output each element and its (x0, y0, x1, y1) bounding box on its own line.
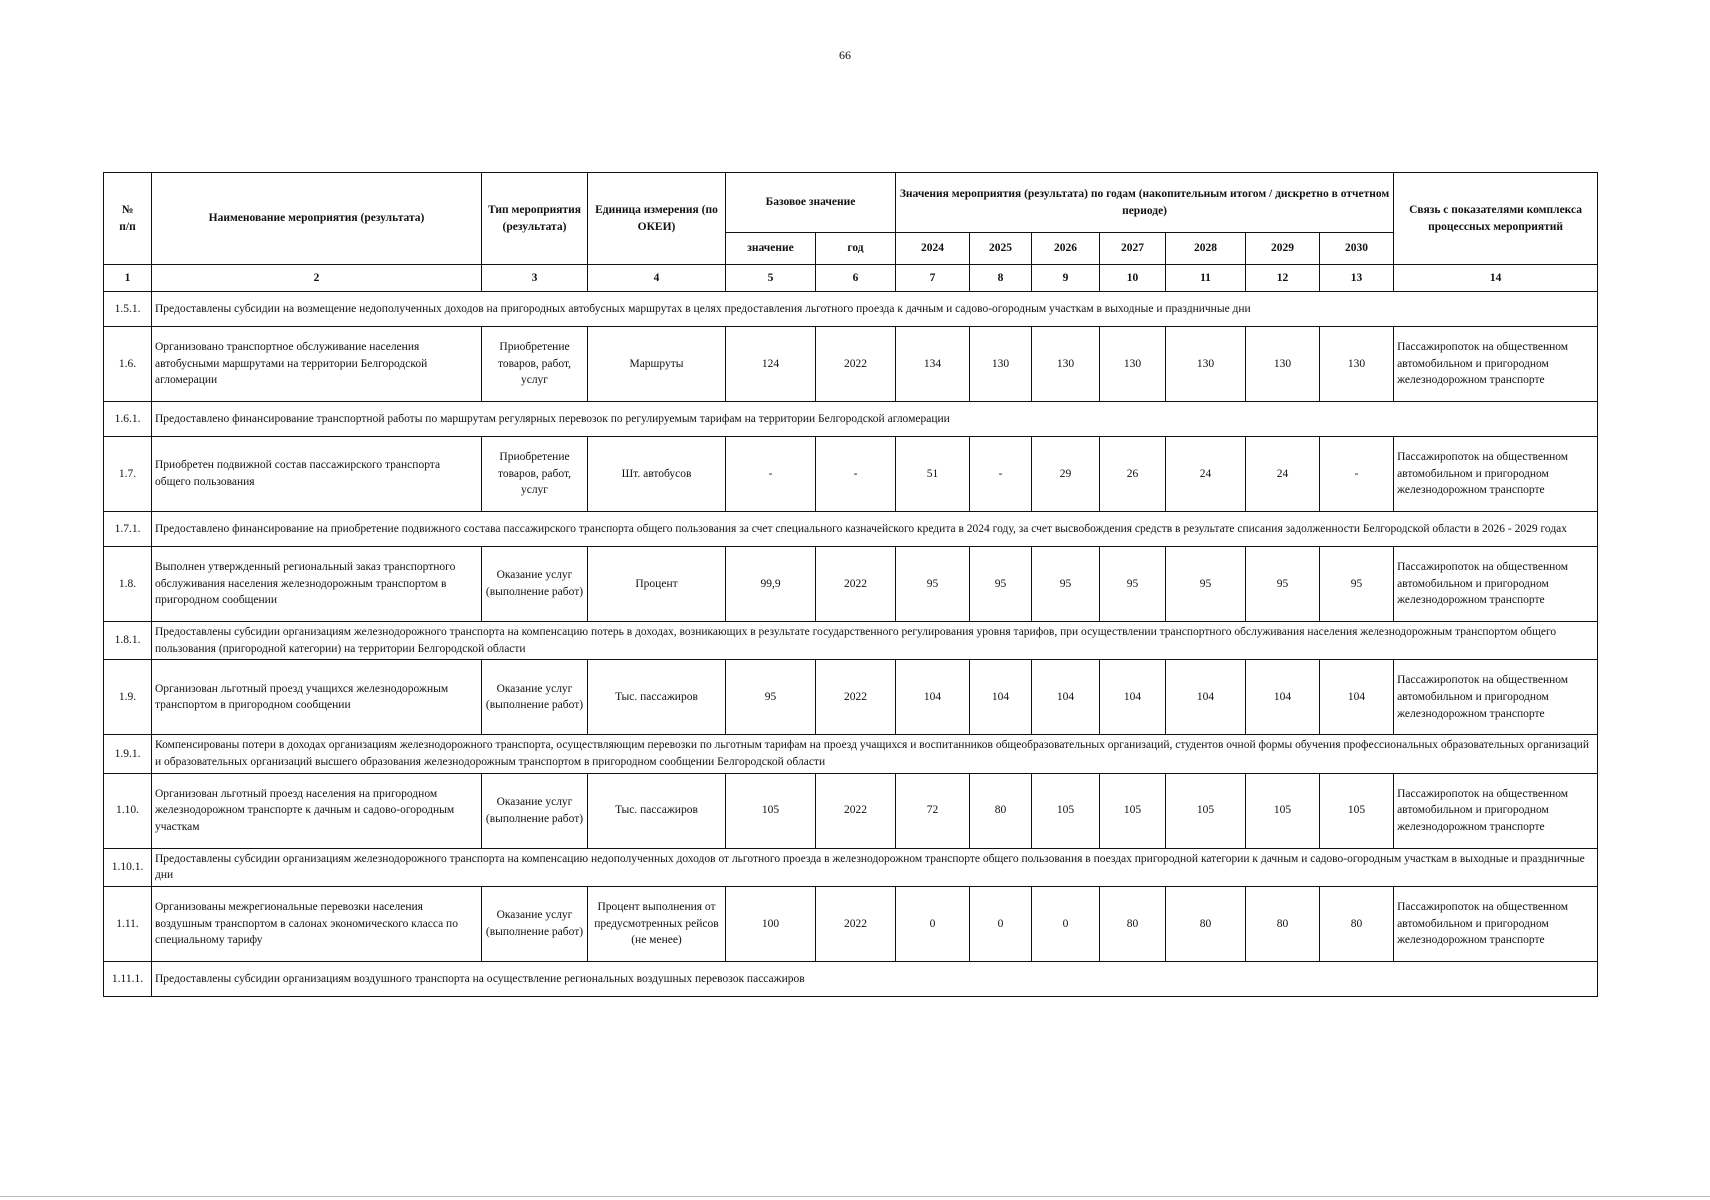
activity-type: Оказание услуг (выполнение работ) (482, 547, 588, 622)
column-number: 1 (104, 265, 152, 292)
year-value: 29 (1032, 437, 1100, 512)
activity-name: Организован льготный проезд учащихся железнодорожным транспортом в пригородном сообщении (152, 660, 482, 735)
activity-type: Оказание услуг (выполнение работ) (482, 887, 588, 962)
column-numbers-row (104, 265, 1598, 292)
page-edge-line (0, 1196, 1710, 1197)
row-number: 1.8. (104, 547, 152, 622)
activity-unit: Тыс. пассажиров (588, 660, 726, 735)
year-value: 105 (1166, 773, 1246, 848)
sub-activity-row (104, 512, 1598, 547)
column-number: 5 (726, 265, 816, 292)
year-value: 130 (1320, 327, 1394, 402)
sub-activity-row (104, 962, 1598, 997)
column-number: 3 (482, 265, 588, 292)
header-name: Наименование мероприятия (результата) (152, 173, 482, 265)
base-year: 2022 (816, 547, 896, 622)
row-number: 1.6. (104, 327, 152, 402)
year-value: 130 (1246, 327, 1320, 402)
activities-table (103, 172, 1598, 997)
row-number: 1.10.1. (104, 848, 152, 886)
row-number: 1.5.1. (104, 292, 152, 327)
header-year: 2030 (1320, 233, 1394, 265)
activity-row (104, 773, 1598, 848)
header-year: 2029 (1246, 233, 1320, 265)
year-value: 95 (1100, 547, 1166, 622)
base-value: 100 (726, 887, 816, 962)
activity-name: Выполнен утвержденный региональный заказ транспортного обслуживания населения железнодорожным транспортом в пригородном сообщении (152, 547, 482, 622)
header-year: 2027 (1100, 233, 1166, 265)
year-value: 80 (1246, 887, 1320, 962)
year-value: 130 (1032, 327, 1100, 402)
year-value: 24 (1166, 437, 1246, 512)
year-value: 95 (1246, 547, 1320, 622)
year-value: - (1320, 437, 1394, 512)
year-value: 0 (896, 887, 970, 962)
base-year: 2022 (816, 660, 896, 735)
sub-activity-text: Предоставлены субсидии организациям железнодорожного транспорта на компенсацию недополученных доходов от льготного проезда в железнодорожном транспорте общего пользования в поездах пригородной категории к дачным и садово-огородным участкам в выходные и праздничные дни (152, 848, 1598, 886)
sub-activity-row (104, 402, 1598, 437)
year-value: 104 (896, 660, 970, 735)
year-value: 105 (1100, 773, 1166, 848)
header-type: Тип мероприятия (результата) (482, 173, 588, 265)
base-value: 124 (726, 327, 816, 402)
column-number: 12 (1246, 265, 1320, 292)
header-year: 2026 (1032, 233, 1100, 265)
indicator-link: Пассажиропоток на общественном автомобильном и пригородном железнодорожном транспорте (1394, 327, 1598, 402)
year-value: - (970, 437, 1032, 512)
column-number: 10 (1100, 265, 1166, 292)
row-number: 1.6.1. (104, 402, 152, 437)
activity-row (104, 547, 1598, 622)
activity-unit: Тыс. пассажиров (588, 773, 726, 848)
year-value: 105 (1246, 773, 1320, 848)
year-value: 130 (1100, 327, 1166, 402)
year-value: 130 (970, 327, 1032, 402)
row-number: 1.10. (104, 773, 152, 848)
indicator-link: Пассажиропоток на общественном автомобильном и пригородном железнодорожном транспорте (1394, 437, 1598, 512)
page-number: 66 (839, 48, 851, 62)
column-number: 4 (588, 265, 726, 292)
row-number: 1.11.1. (104, 962, 152, 997)
header-year: 2028 (1166, 233, 1246, 265)
header-base-year: год (816, 233, 896, 265)
year-value: 26 (1100, 437, 1166, 512)
header-year: 2024 (896, 233, 970, 265)
sub-activity-text: Предоставлены субсидии организациям воздушного транспорта на осуществление региональных воздушных перевозок пассажиров (152, 962, 1598, 997)
sub-activity-text: Предоставлено финансирование транспортной работы по маршрутам регулярных перевозок по регулируемым тарифам на территории Белгородской агломерации (152, 402, 1598, 437)
year-value: 24 (1246, 437, 1320, 512)
row-number: 1.11. (104, 887, 152, 962)
sub-activity-text: Предоставлены субсидии организациям железнодорожного транспорта на компенсацию потерь в доходах, возникающих в результате государственного регулирования уровня тарифов, при осуществлении транспортного обслуживания населения железнодорожным транспортом общего пользования (пригородной категории) на территории Белгородской области (152, 622, 1598, 660)
sub-activity-row (104, 622, 1598, 660)
column-number: 13 (1320, 265, 1394, 292)
sub-activity-text: Предоставлено финансирование на приобретение подвижного состава пассажирского транспорта общего пользования за счет специального казначейского кредита в 2024 году, за счет высвобождения средств в результате списания задолженности Белгородской области в 2026 - 2029 годах (152, 512, 1598, 547)
row-number: 1.7.1. (104, 512, 152, 547)
year-value: 105 (1032, 773, 1100, 848)
row-number: 1.9.1. (104, 735, 152, 773)
activity-unit: Маршруты (588, 327, 726, 402)
year-value: 0 (1032, 887, 1100, 962)
activity-row (104, 327, 1598, 402)
column-number: 11 (1166, 265, 1246, 292)
column-number: 6 (816, 265, 896, 292)
base-year: 2022 (816, 887, 896, 962)
year-value: 134 (896, 327, 970, 402)
activity-unit: Процент выполнения от предусмотренных рейсов (не менее) (588, 887, 726, 962)
indicator-link: Пассажиропоток на общественном автомобильном и пригородном железнодорожном транспорте (1394, 660, 1598, 735)
activity-name: Приобретен подвижной состав пассажирского транспорта общего пользования (152, 437, 482, 512)
year-value: 95 (1032, 547, 1100, 622)
header-year: 2025 (970, 233, 1032, 265)
year-value: 80 (1320, 887, 1394, 962)
header-base-value: значение (726, 233, 816, 265)
column-number: 9 (1032, 265, 1100, 292)
base-year: 2022 (816, 327, 896, 402)
year-value: 72 (896, 773, 970, 848)
header-unit: Единица измерения (по ОКЕИ) (588, 173, 726, 265)
year-value: 95 (896, 547, 970, 622)
column-number: 14 (1394, 265, 1598, 292)
row-number: 1.8.1. (104, 622, 152, 660)
year-value: 0 (970, 887, 1032, 962)
sub-activity-row (104, 848, 1598, 886)
activity-name: Организованы межрегиональные перевозки населения воздушным транспортом в салонах экономического класса по специальному тарифу (152, 887, 482, 962)
year-value: 105 (1320, 773, 1394, 848)
activity-name: Организован льготный проезд населения на пригородном железнодорожном транспорте к дачным и садово-огородным участкам (152, 773, 482, 848)
year-value: 130 (1166, 327, 1246, 402)
indicator-link: Пассажиропоток на общественном автомобильном и пригородном железнодорожном транспорте (1394, 887, 1598, 962)
activity-type: Оказание услуг (выполнение работ) (482, 660, 588, 735)
year-value: 104 (1166, 660, 1246, 735)
base-value: - (726, 437, 816, 512)
header-num: № п/п (104, 173, 152, 265)
column-number: 2 (152, 265, 482, 292)
year-value: 95 (1320, 547, 1394, 622)
year-value: 80 (1100, 887, 1166, 962)
year-value: 104 (1246, 660, 1320, 735)
activity-unit: Процент (588, 547, 726, 622)
year-value: 104 (1100, 660, 1166, 735)
activity-row (104, 887, 1598, 962)
column-number: 8 (970, 265, 1032, 292)
year-value: 104 (970, 660, 1032, 735)
base-value: 95 (726, 660, 816, 735)
year-value: 104 (1032, 660, 1100, 735)
activity-name: Организовано транспортное обслуживание населения автобусными маршрутами на территории Белгородской агломерации (152, 327, 482, 402)
header-years: Значения мероприятия (результата) по годам (накопительным итогом / дискретно в отчетном периоде) (896, 173, 1394, 233)
year-value: 80 (1166, 887, 1246, 962)
activity-row (104, 437, 1598, 512)
sub-activity-text: Предоставлены субсидии на возмещение недополученных доходов на пригородных автобусных маршрутах в целях предоставления льготного проезда к дачным и садово-огородным участкам в выходные и праздничные дни (152, 292, 1598, 327)
activity-row (104, 660, 1598, 735)
indicator-link: Пассажиропоток на общественном автомобильном и пригородном железнодорожном транспорте (1394, 547, 1598, 622)
activity-type: Приобретение товаров, работ, услуг (482, 327, 588, 402)
base-value: 105 (726, 773, 816, 848)
sub-activity-text: Компенсированы потери в доходах организациям железнодорожного транспорта, осуществляющим перевозки по льготным тарифам на проезд учащихся и воспитанников общеобразовательных организаций, студентов очной формы обучения профессиональных образовательных организаций и образовательных организаций высшего образования железнодорожным транспортом в пригородном сообщении Белгородской области (152, 735, 1598, 773)
header-base: Базовое значение (726, 173, 896, 233)
base-year: 2022 (816, 773, 896, 848)
row-number: 1.7. (104, 437, 152, 512)
sub-activity-row (104, 735, 1598, 773)
year-value: 51 (896, 437, 970, 512)
column-number: 7 (896, 265, 970, 292)
base-year: - (816, 437, 896, 512)
year-value: 80 (970, 773, 1032, 848)
year-value: 104 (1320, 660, 1394, 735)
header-link: Связь с показателями комплекса процессных мероприятий (1394, 173, 1598, 265)
year-value: 95 (1166, 547, 1246, 622)
row-number: 1.9. (104, 660, 152, 735)
sub-activity-row (104, 292, 1598, 327)
year-value: 95 (970, 547, 1032, 622)
indicator-link: Пассажиропоток на общественном автомобильном и пригородном железнодорожном транспорте (1394, 773, 1598, 848)
base-value: 99,9 (726, 547, 816, 622)
activity-type: Приобретение товаров, работ, услуг (482, 437, 588, 512)
activity-unit: Шт. автобусов (588, 437, 726, 512)
activity-type: Оказание услуг (выполнение работ) (482, 773, 588, 848)
